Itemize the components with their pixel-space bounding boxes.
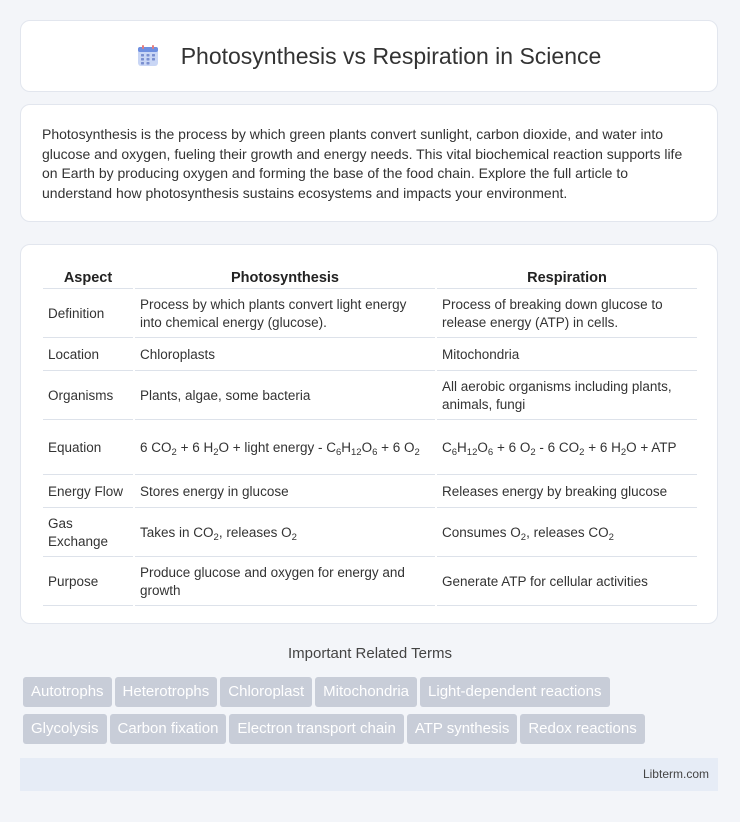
cell-aspect: Gas Exchange — [43, 510, 133, 557]
cell-respiration: Generate ATP for cellular activities — [437, 559, 697, 606]
cell-aspect: Organisms — [43, 373, 133, 420]
intro-card — [20, 104, 718, 222]
cell-respiration: Consumes $O_2$, releases $CO_2$ — [437, 510, 697, 557]
cell-aspect: Purpose — [43, 559, 133, 606]
tag-carbon-fixation[interactable]: Carbon fixation — [110, 714, 227, 744]
cell-photosynthesis: Takes in $CO_2$, releases $O_2$ — [135, 510, 435, 557]
cell-respiration: Process of breaking down glucose to release energy (ATP) in cells. — [437, 291, 697, 338]
header-card — [20, 20, 718, 92]
table-row — [43, 510, 697, 557]
intro-text: Photosynthesis is the process by which green plants convert sunlight, carbon dioxide, and water into glucose and oxygen, fueling their growth and energy needs. This vital biochemical reaction supports life on Earth by producing oxygen and forming the base of the food chain. Explore the full article to understand how photosynthesis sustains ecosystems and impacts your environment. — [42, 126, 683, 201]
cell-respiration: $C_6H_{12}O_6 + 6$ $O_2 - 6$ $CO_2 + 6$ $H_2O$ + ATP — [437, 422, 697, 475]
tag-electron-transport-chain[interactable]: Electron transport chain — [229, 714, 403, 744]
header-respiration: Respiration — [437, 267, 697, 289]
cell-aspect: Definition — [43, 291, 133, 338]
table-row — [43, 559, 697, 606]
header-aspect: Aspect — [43, 267, 133, 289]
table-header-row — [43, 267, 697, 289]
table-row — [43, 291, 697, 338]
table-row — [43, 373, 697, 420]
tag-mitochondria[interactable]: Mitochondria — [315, 677, 417, 707]
footer-site-link[interactable]: Libterm.com — [642, 767, 709, 781]
table-row — [43, 422, 697, 475]
cell-aspect: Energy Flow — [43, 477, 133, 508]
comparison-table — [41, 265, 699, 608]
tag-chloroplast[interactable]: Chloroplast — [220, 677, 312, 707]
cell-respiration: Mitochondria — [437, 340, 697, 371]
table-row — [43, 340, 697, 371]
page-title: Photosynthesis vs Respiration in Science — [180, 42, 602, 69]
footer — [20, 758, 718, 791]
cell-aspect: Location — [43, 340, 133, 371]
tag-redox-reactions[interactable]: Redox reactions — [520, 714, 644, 744]
tag-autotrophs[interactable]: Autotrophs — [23, 677, 112, 707]
table-row — [43, 477, 697, 508]
cell-aspect: Equation — [43, 422, 133, 475]
cell-photosynthesis: Process by which plants convert light energy into chemical energy (glucose). — [135, 291, 435, 338]
related-terms-title: Important Related Terms — [288, 645, 452, 662]
cell-photosynthesis: Plants, algae, some bacteria — [135, 373, 435, 420]
tag-light-dependent-reactions[interactable]: Light-dependent reactions — [420, 677, 609, 707]
cell-photosynthesis: Chloroplasts — [135, 340, 435, 371]
comparison-table-card — [20, 244, 718, 624]
tag-glycolysis[interactable]: Glycolysis — [23, 714, 107, 744]
cell-photosynthesis: 6 $CO_2 + 6$ $H_2O$ + light energy - $C_6H_{12}O_6 + 6$ $O_2$ — [135, 422, 435, 475]
tag-heterotrophs[interactable]: Heterotrophs — [115, 677, 218, 707]
calendar-grid-icon — [137, 45, 159, 67]
tag-atp-synthesis[interactable]: ATP synthesis — [407, 714, 517, 744]
cell-photosynthesis: Stores energy in glucose — [135, 477, 435, 508]
related-terms-list — [23, 677, 723, 751]
header-photosynthesis: Photosynthesis — [135, 267, 435, 289]
cell-photosynthesis: Produce glucose and oxygen for energy and growth — [135, 559, 435, 606]
cell-respiration: Releases energy by breaking glucose — [437, 477, 697, 508]
cell-respiration: All aerobic organisms including plants, animals, fungi — [437, 373, 697, 420]
